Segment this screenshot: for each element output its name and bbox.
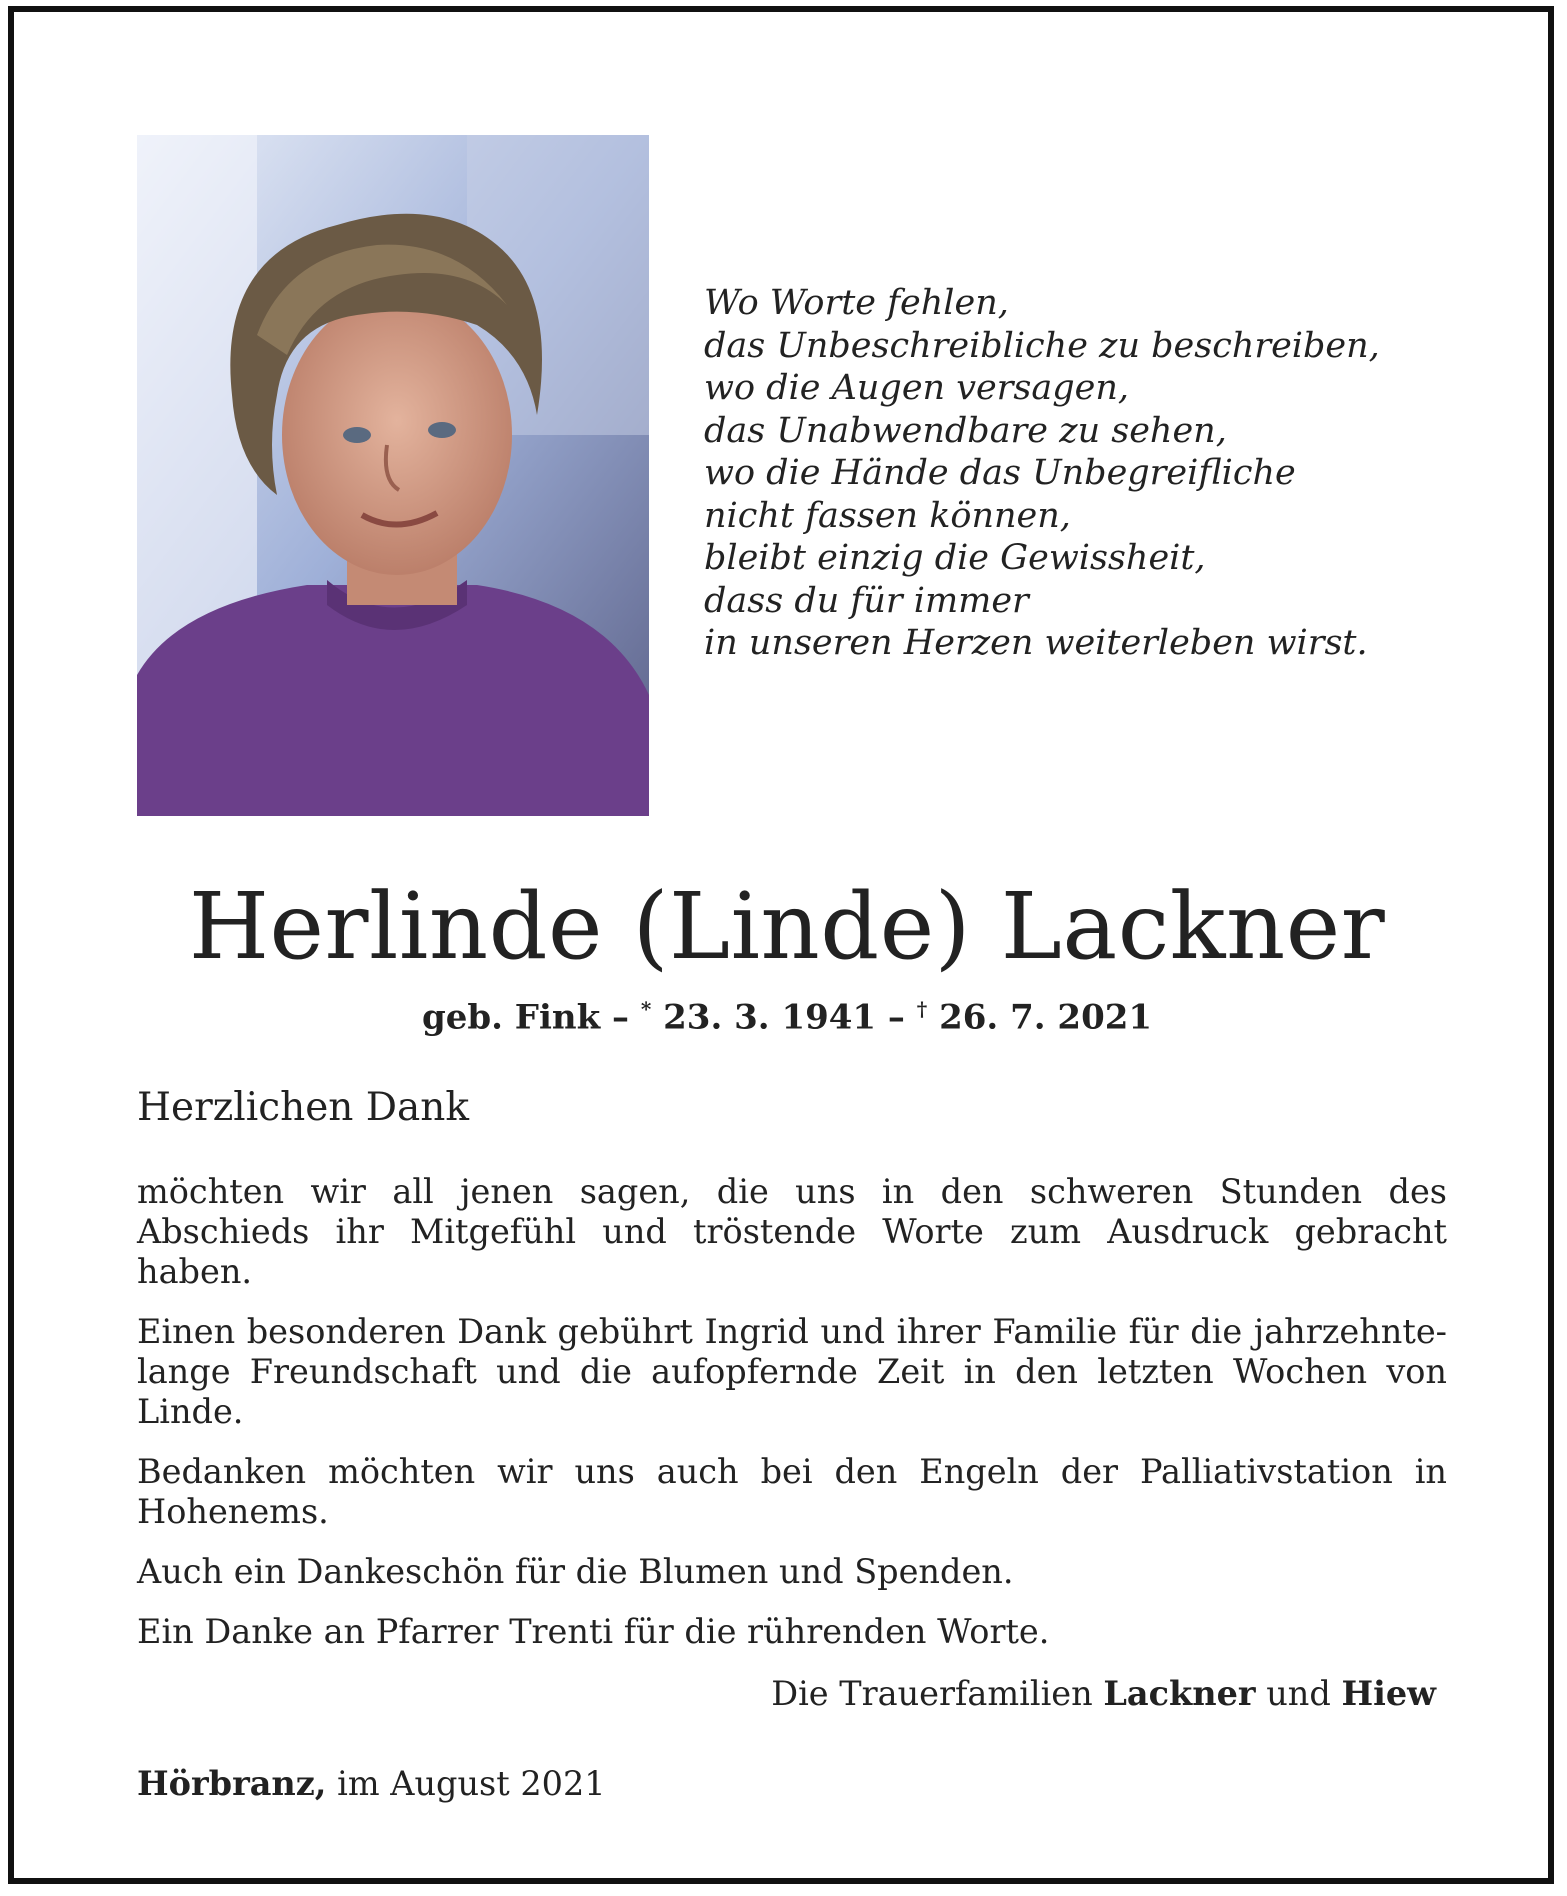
birth-star-symbol: * xyxy=(640,997,652,1021)
death-date: 26. 7. 2021 xyxy=(927,997,1153,1038)
poem-line: bleibt einzig die Gewissheit, xyxy=(704,538,1206,578)
signature-joiner: und xyxy=(1255,1674,1342,1713)
poem-line: dass du für immer xyxy=(704,580,1029,621)
birth-date: 23. 3. 1941 xyxy=(651,997,877,1038)
portrait-illustration xyxy=(137,135,649,816)
place-name: Hörbranz, xyxy=(137,1764,327,1803)
closing-date: im August 2021 xyxy=(326,1764,606,1803)
poem-line: das Unabwendbare zu sehen, xyxy=(704,410,1227,451)
poem-line: wo die Augen versagen, xyxy=(704,368,1130,408)
family-name-hiew: Hiew xyxy=(1341,1674,1436,1713)
life-dates xyxy=(14,997,1560,1037)
obituary-frame xyxy=(8,6,1554,1884)
thanks-paragraph: Einen besonderen Dank gebührt Ingrid und ihrer Familie für die jahrzehntelange Freundschaft und die aufopfernde Zeit in den letzten Wochen von Linde. xyxy=(137,1312,1447,1431)
birth-name: geb. Fink xyxy=(421,997,601,1038)
family-name-lackner: Lackner xyxy=(1103,1674,1256,1713)
poem-line: wo die Hände das Unbegreifliche xyxy=(704,453,1296,493)
poem-line: nicht fassen können, xyxy=(704,495,1071,536)
poem-line: Wo Worte fehlen, xyxy=(704,283,1009,323)
memorial-poem xyxy=(704,282,1464,665)
signature-prefix: Die Trauerfamilien xyxy=(771,1674,1104,1713)
thanks-paragraph: möchten wir all jenen sagen, die uns in den schweren Stunden des Abschieds ihr Mitgefühl und tröstende Worte zum Ausdruck gebracht haben. xyxy=(137,1172,1447,1291)
separator: – xyxy=(600,997,641,1038)
thanks-paragraph: Bedanken möchten wir uns auch bei den Engeln der Palliativstation in Hohenems. xyxy=(137,1452,1447,1531)
thanks-heading: Herzlichen Dank xyxy=(137,1085,470,1130)
deceased-name: Herlinde (Linde) Lackner xyxy=(188,873,1386,980)
place-and-date xyxy=(137,1764,606,1803)
thanks-paragraph: Auch ein Dankeschön für die Blumen und Spenden. xyxy=(137,1552,1014,1591)
separator: – xyxy=(876,997,917,1038)
poem-line: das Unbeschreibliche zu beschreiben, xyxy=(704,325,1380,366)
portrait-photo xyxy=(137,135,649,816)
family-signature xyxy=(771,1674,1436,1713)
poem-line: in unseren Herzen weiterleben wirst. xyxy=(704,623,1368,663)
thanks-text xyxy=(137,1172,1447,1672)
death-cross-symbol: † xyxy=(916,997,928,1021)
thanks-paragraph: Ein Danke an Pfarrer Trenti für die rührenden Worte. xyxy=(137,1612,1050,1651)
